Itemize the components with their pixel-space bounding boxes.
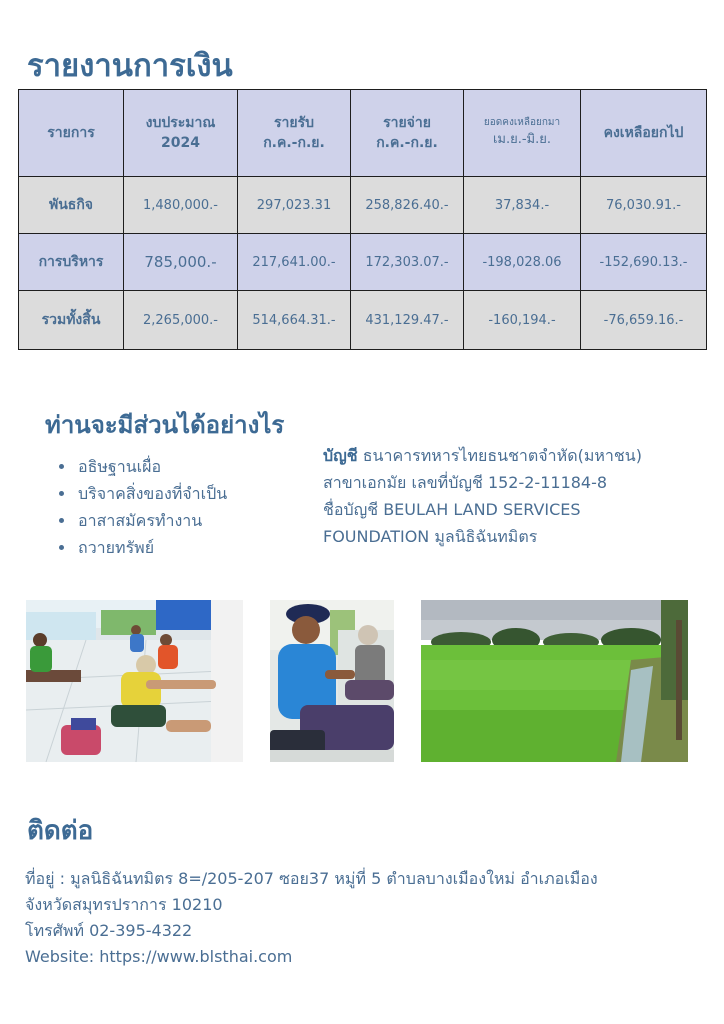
- header-item: รายการ: [19, 90, 124, 177]
- cell-carried-out: 76,030.91.-: [581, 177, 707, 234]
- cell-expense: 258,826.40.-: [351, 177, 464, 234]
- cell-expense: 172,303.07.-: [351, 234, 464, 291]
- header-income-line2: ก.ค.-ก.ย.: [263, 135, 325, 151]
- participate-title: ท่านจะมีส่วนได้อย่างไร: [45, 411, 285, 439]
- table-row: [19, 177, 707, 234]
- phone-number: โทรศัพท์ 02-395-4322: [25, 921, 193, 940]
- bank-line-4: FOUNDATION มูลนิธิฉันทมิตร: [323, 527, 538, 546]
- cell-carried-out: -152,690.13.-: [581, 234, 707, 291]
- list-item: • อธิษฐานเผื่อ: [76, 453, 227, 480]
- table-row: [19, 291, 707, 350]
- report-title: รายงานการเงิน: [27, 48, 233, 84]
- cell-budget: 2,265,000.-: [124, 291, 238, 350]
- cell-carried-in: -198,028.06: [464, 234, 581, 291]
- participate-list: [56, 453, 227, 561]
- header-expense: [351, 90, 464, 177]
- bank-line-1: [323, 442, 683, 469]
- header-expense-line1: รายจ่าย: [383, 114, 431, 131]
- header-budget: [124, 90, 238, 177]
- cell-carried-out: -76,659.16.-: [581, 291, 707, 350]
- cell-budget: 785,000.-: [124, 234, 238, 291]
- bank-line-2: สาขาเอกมัย เลขที่บัญชี 152-2-11184-8: [323, 473, 608, 492]
- cell-carried-in: 37,834.-: [464, 177, 581, 234]
- header-carried-out: คงเหลือยกไป: [581, 90, 707, 177]
- bank-info: [323, 442, 683, 550]
- header-income: [238, 90, 351, 177]
- cell-expense: 431,129.47.-: [351, 291, 464, 350]
- photo-exercise-group: [26, 600, 243, 762]
- photo-rice-field: [421, 600, 688, 762]
- header-budget-line2: 2024: [161, 135, 200, 151]
- list-item: • อาสาสมัครทำงาน: [76, 507, 227, 534]
- contact-info: [25, 866, 715, 970]
- cell-income: 217,641.00.-: [238, 234, 351, 291]
- photo-man-blue-shirt: [270, 600, 394, 762]
- header-budget-line1: งบประมาณ: [145, 114, 216, 131]
- row-label: รวมทั้งสิ้น: [19, 291, 124, 350]
- bank-name: ธนาคารทหารไทยธนชาตจำหัด(มหาชน): [362, 446, 642, 465]
- table-row: [19, 234, 707, 291]
- bank-line-3: ชื่อบัญชี BEULAH LAND SERVICES: [323, 500, 581, 519]
- header-carried-in-line1: ยอดคงเหลือยกมา: [483, 117, 561, 129]
- header-income-line1: รายรับ: [274, 114, 314, 131]
- address-line-1: ที่อยู่ : มูลนิธิฉันทมิตร 8=/205-207 ซอย37 หมู่ที่ 5 ตำบลบางเมืองใหม่ อำเภอเมือง: [25, 869, 598, 888]
- website-link[interactable]: Website: https://www.blsthai.com: [25, 947, 293, 966]
- financial-table: [18, 89, 707, 350]
- address-line-2: จังหวัดสมุทรปราการ 10210: [25, 895, 223, 914]
- header-expense-line2: ก.ค.-ก.ย.: [376, 135, 438, 151]
- cell-income: 297,023.31: [238, 177, 351, 234]
- cell-income: 514,664.31.-: [238, 291, 351, 350]
- header-carried-in-line2: เม.ย.-มิ.ย.: [492, 131, 552, 147]
- contact-title: ติดต่อ: [27, 816, 94, 846]
- cell-carried-in: -160,194.-: [464, 291, 581, 350]
- bank-label: บัญชี: [323, 446, 358, 465]
- cell-budget: 1,480,000.-: [124, 177, 238, 234]
- row-label: การบริหาร: [19, 234, 124, 291]
- list-item: • ถวายทรัพย์: [76, 534, 227, 561]
- row-label: พันธกิจ: [19, 177, 124, 234]
- list-item: • บริจาคสิ่งของที่จำเป็น: [76, 480, 227, 507]
- table-header-row: [19, 90, 707, 177]
- header-carried-in: [464, 90, 581, 177]
